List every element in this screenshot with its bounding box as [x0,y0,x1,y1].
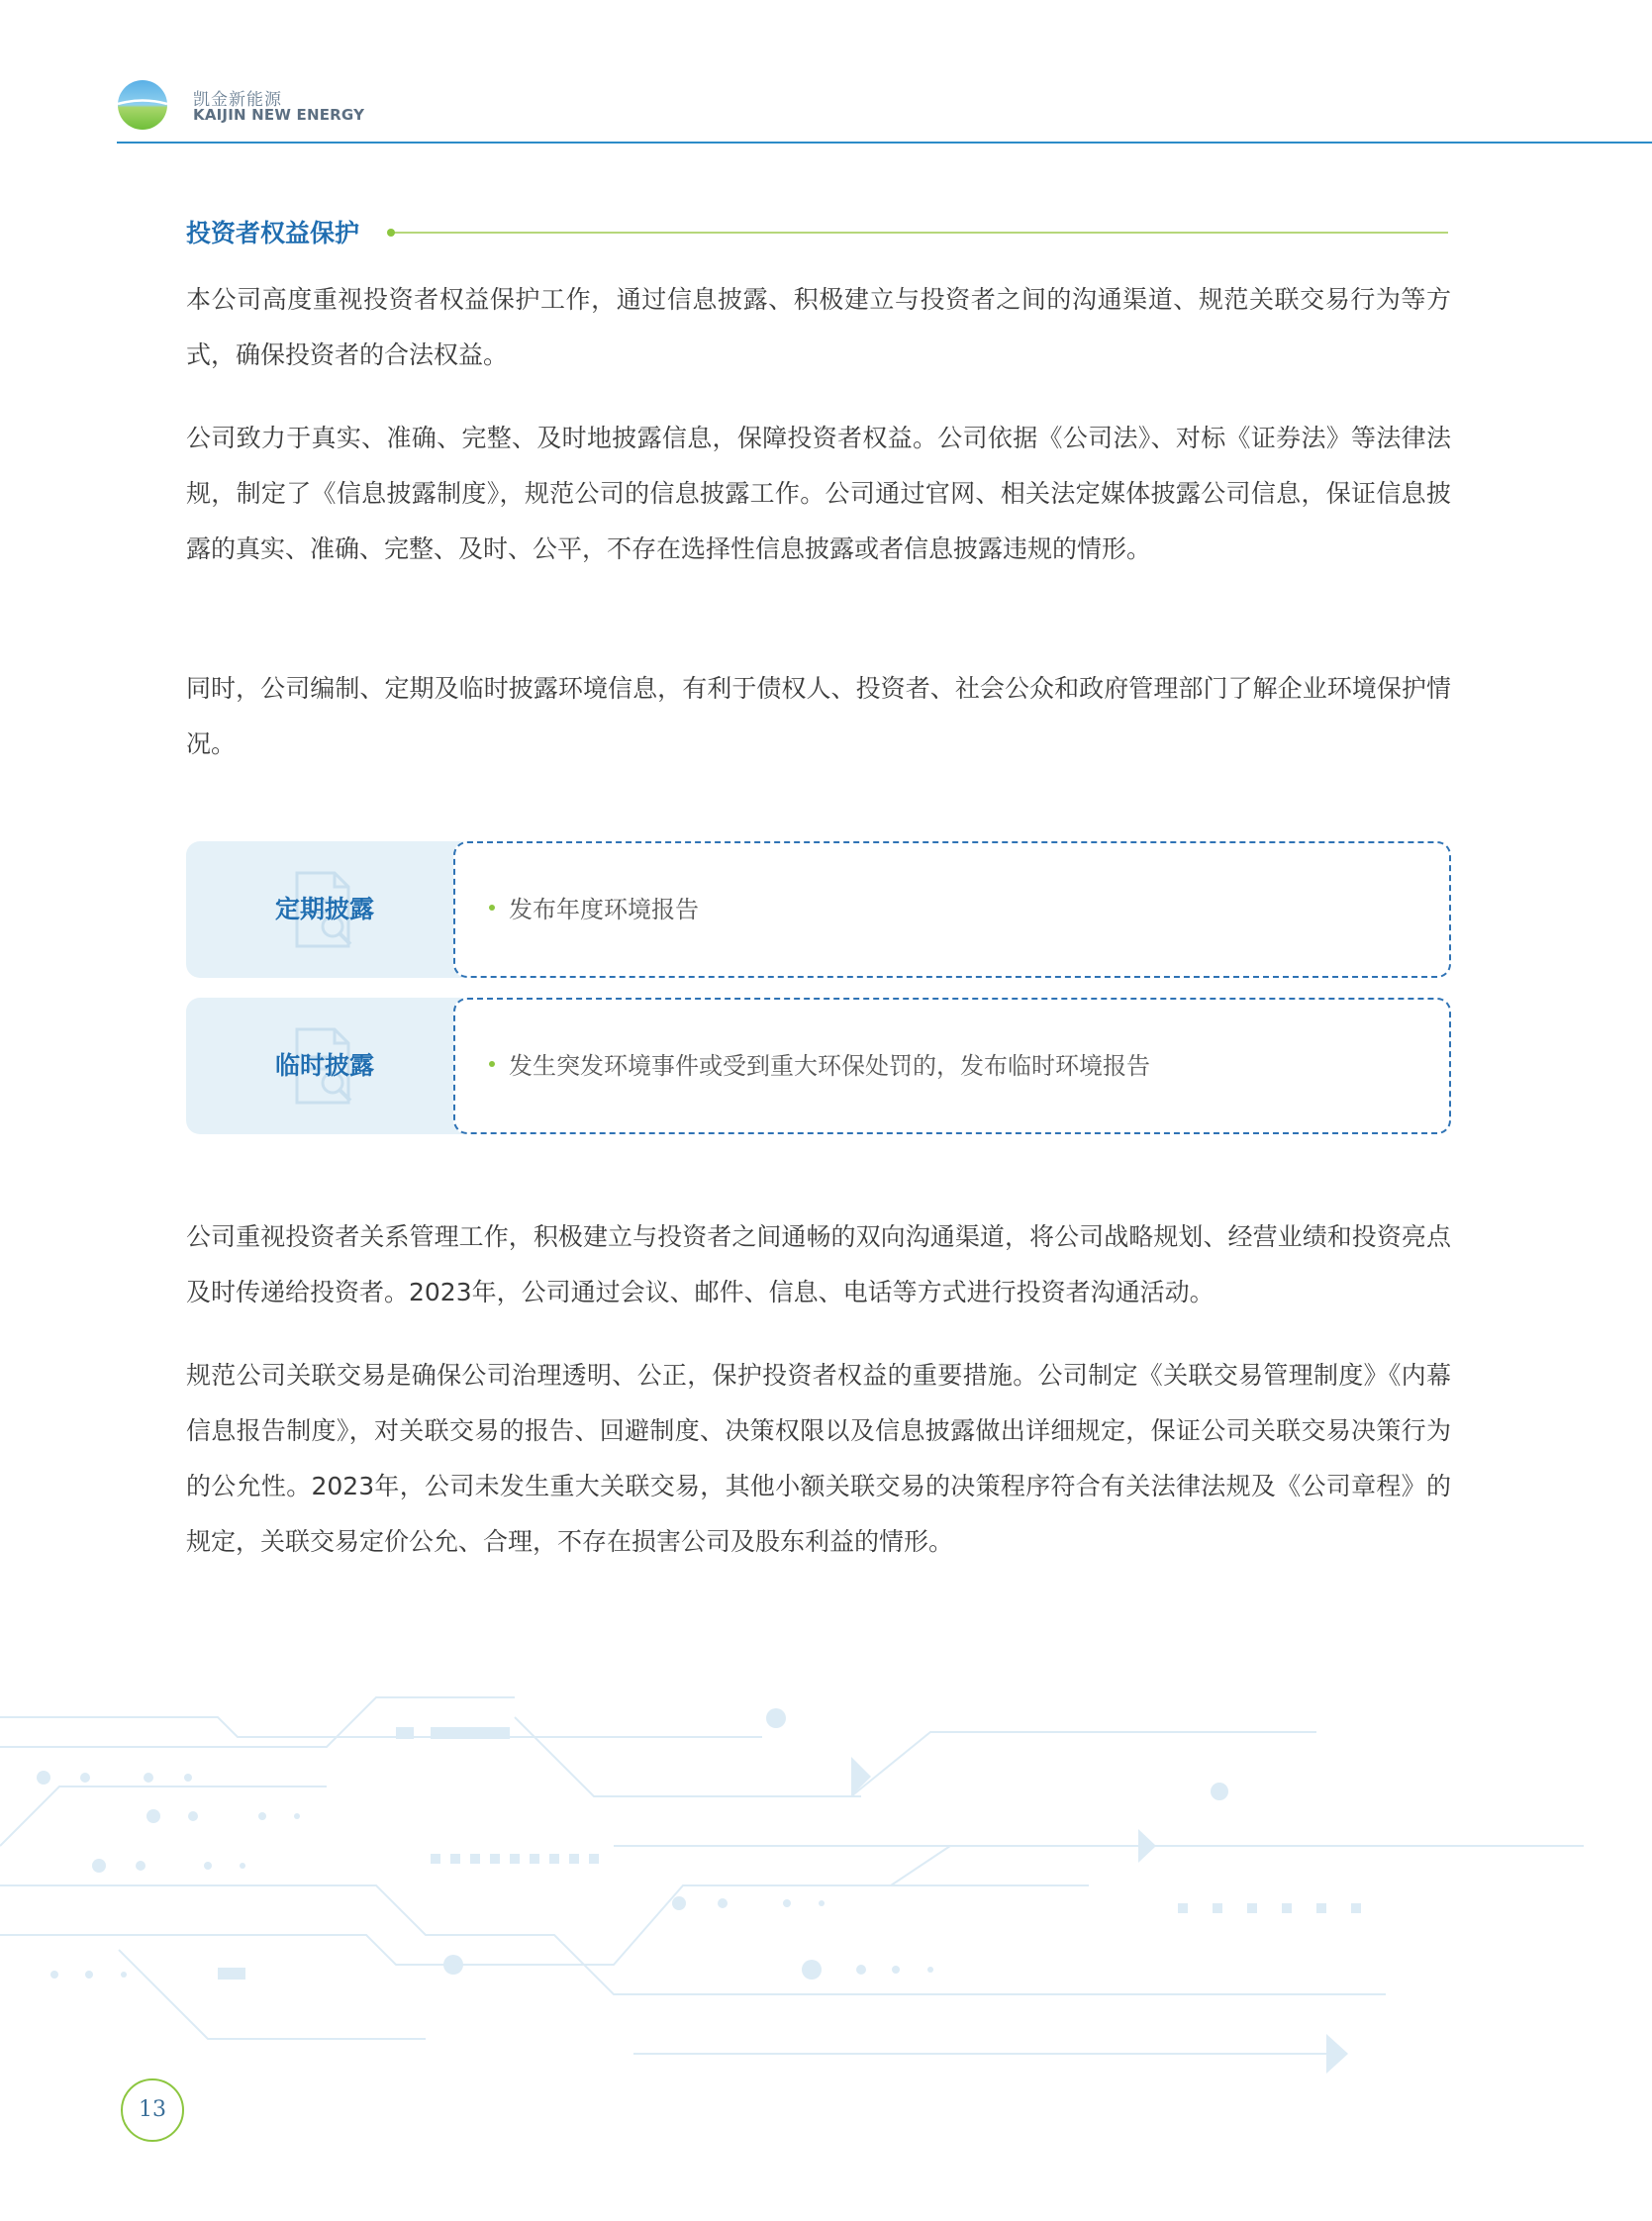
circuit-decoration [0,1663,1652,2078]
paragraph-investor-relations: 公司重视投资者关系管理工作，积极建立与投资者之间通畅的双向沟通渠道，将公司战略规划、经营业绩和投资亮点及时传递给投资者。2023年，公司通过会议、邮件、信息、电话等方式进行投资者沟通活动。 [186,1222,1451,1306]
list-item [489,843,699,976]
card-label-panel [186,841,483,978]
disclosure-card-temporary [186,998,1451,1134]
list-item-text: 发生突发环境事件或受到重大环保处罚的，发布临时环境报告 [509,1052,1150,1080]
paragraph-disclosure: 公司致力于真实、准确、完整、及时地披露信息，保障投资者权益。公司依据《公司法》、对标《证券法》等法律法规，制定了《信息披露制度》，规范公司的信息披露工作。公司通过官网、相关法定媒体披露公司信息，保证信息披露的真实、准确、完整、及时、公平，不存在选择性信息披露或者信息披露违规的情形。 [186,424,1451,563]
card-label: 临时披露 [274,1051,374,1080]
logo-text-cn: 凯金新能源 [193,90,282,110]
bullet-dot-icon [489,905,495,911]
paragraph-environment: 同时，公司编制、定期及临时披露环境信息，有利于债权人、投资者、社会公众和政府管理部门了解企业环境保护情况。 [186,674,1451,758]
section-title: 投资者权益保护 [186,219,360,247]
card-label-panel [186,998,483,1134]
paragraph-related-transactions: 规范公司关联交易是确保公司治理透明、公正，保护投资者权益的重要措施。公司制定《关联交易管理制度》《内幕信息报告制度》，对关联交易的报告、回避制度、决策权限以及信息披露做出详细规定，保证公司关联交易决策行为的公允性。2023年，公司未发生重大关联交易，其他小额关联交易的决策程序符合有关法律法规及《公司章程》的规定，关联交易定价公允、合理，不存在损害公司及股东利益的情形。 [186,1361,1451,1556]
kaijin-logo-icon [117,79,168,131]
list-item-text: 发布年度环境报告 [509,896,699,923]
card-label: 定期披露 [274,895,374,923]
card-content [453,998,1451,1134]
bullet-dot-icon [489,1061,495,1067]
logo-text-en: KAIJIN NEW ENERGY [193,106,365,124]
card-content [453,841,1451,978]
paragraph-intro: 本公司高度重视投资者权益保护工作，通过信息披露、积极建立与投资者之间的沟通渠道、规范关联交易行为等方式，确保投资者的合法权益。 [186,285,1451,369]
page-number: 13 [121,2078,184,2142]
header-divider [117,142,1652,144]
section-title-rule [393,232,1448,234]
page-header [0,0,1652,148]
list-item [489,1000,1150,1132]
disclosure-card-periodic [186,841,1451,978]
